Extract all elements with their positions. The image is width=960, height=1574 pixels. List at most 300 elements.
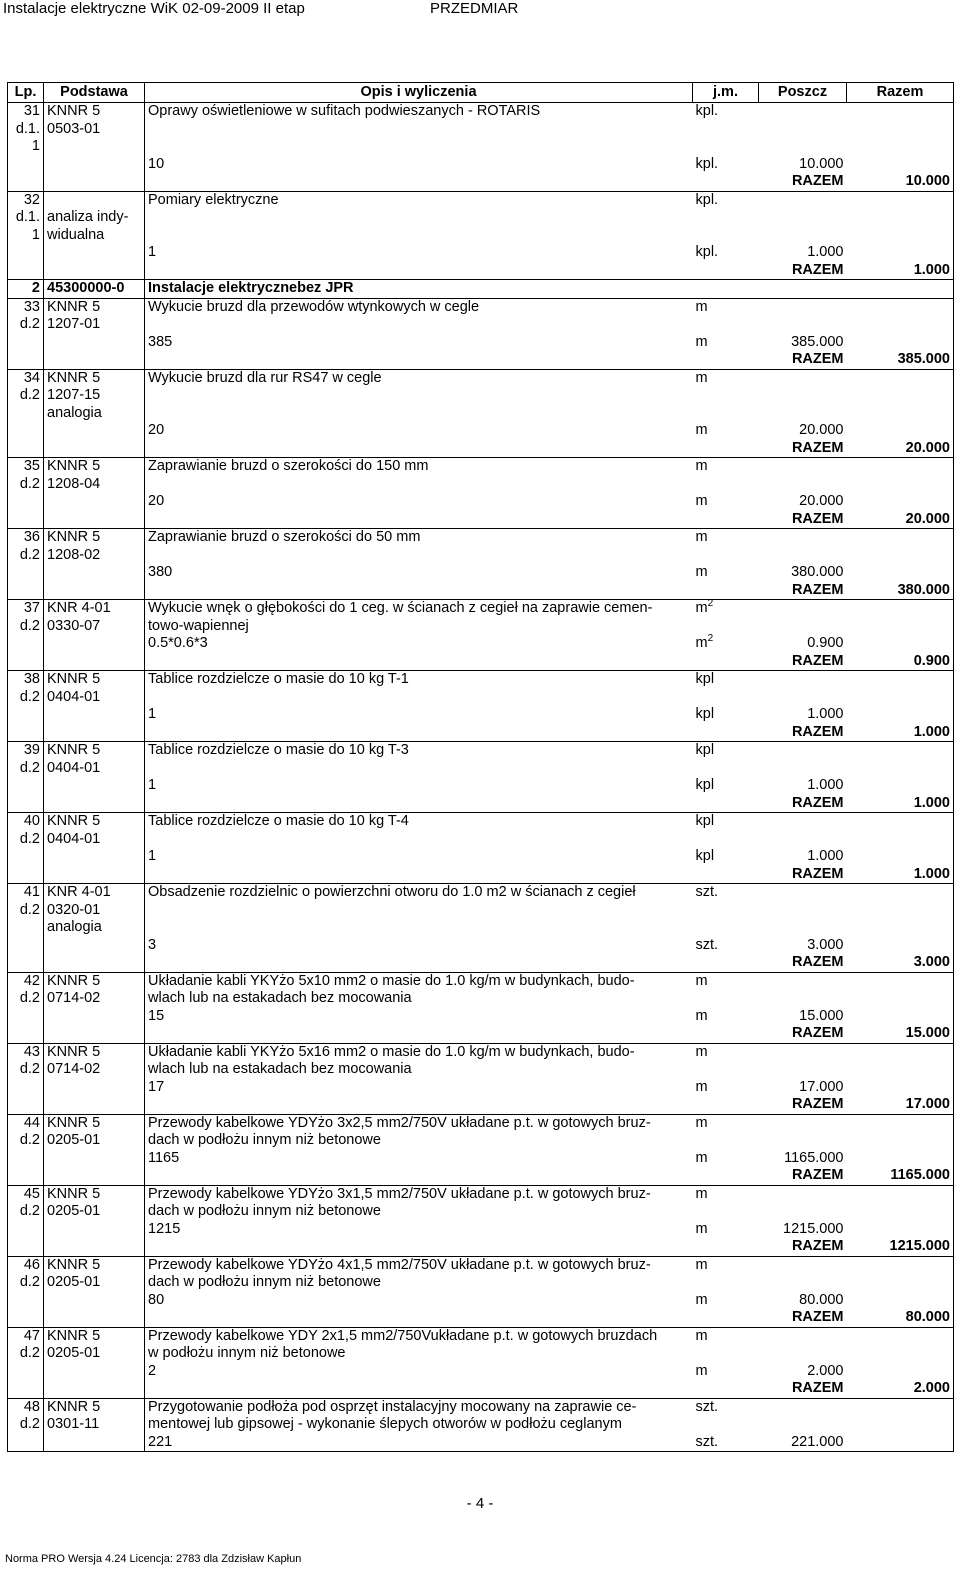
cell-jm: $m^2$ — [695, 633, 714, 651]
table-row — [8, 600, 954, 618]
cell-opis: Wykucie wnęk o głębokości do 1 ceg. w ścianach z cegieł na zaprawie cemen- — [148, 600, 653, 616]
cell-opis: 1215 — [148, 1220, 181, 1237]
cell-opis — [145, 919, 693, 937]
cell-podstawa — [44, 635, 145, 653]
cell-jm: kpl. — [695, 155, 719, 172]
cell-lp — [8, 653, 44, 671]
cell-poszcz — [759, 1398, 847, 1416]
cell-razem — [847, 298, 954, 316]
cell-podstawa — [44, 937, 145, 955]
cell-jm: m — [695, 1114, 708, 1131]
cell-opis: 15 — [148, 1007, 165, 1024]
cell-razem — [847, 902, 954, 920]
cell-opis: 3 — [148, 936, 157, 953]
cell-razem: 3.000 — [847, 954, 954, 972]
cell-poszcz — [759, 972, 847, 990]
cell-podstawa: KNNR 5 — [44, 369, 145, 387]
cell-opis — [145, 405, 693, 423]
cell-opis: w podłożu innym niż betonowe — [148, 1345, 346, 1361]
cell-poszcz — [759, 405, 847, 423]
cell-poszcz: RAZEM — [759, 795, 847, 813]
cell-lp: 42 — [8, 972, 44, 990]
cell-razem — [847, 316, 954, 334]
cell-poszcz: 80.000 — [799, 1291, 844, 1308]
col-header-opis: Opis i wyliczenia — [145, 83, 693, 103]
cell-podstawa — [44, 1150, 145, 1168]
cell-podstawa — [44, 1380, 145, 1398]
cell-jm — [693, 262, 759, 280]
document-header-bar — [0, 0, 960, 18]
cell-jm: kpl — [695, 848, 715, 864]
cell-opis: Obsadzenie rozdzielnic o powierzchni otworu do 1.0 m2 w ścianach z cegieł — [148, 884, 636, 900]
cell-jm — [693, 831, 759, 849]
cell-podstawa — [44, 954, 145, 972]
table-header-row — [8, 83, 954, 103]
cell-podstawa: analogia — [44, 405, 145, 423]
cell-podstawa: KNNR 5 — [44, 972, 145, 990]
cell-jm — [693, 1096, 759, 1114]
cell-poszcz: 221.000 — [759, 1434, 847, 1452]
cell-opis: Tablice rozdzielcze o masie do 10 kg T-4 — [148, 813, 409, 829]
cell-opis: Tablice rozdzielcze o masie do 10 kg T-3 — [148, 742, 409, 758]
cell-jm — [693, 511, 759, 529]
cell-poszcz: RAZEM — [759, 653, 847, 671]
cell-lp — [8, 848, 44, 866]
cell-poszcz: 385.000 — [791, 333, 844, 350]
cell-poszcz: RAZEM — [759, 724, 847, 742]
table-row — [8, 706, 954, 724]
cell-poszcz — [759, 138, 847, 156]
cell-jm — [693, 990, 759, 1008]
cell-podstawa: 0205-01 — [44, 1345, 145, 1363]
cell-lp — [8, 156, 44, 174]
cell-poszcz: RAZEM — [759, 582, 847, 600]
cell-lp — [8, 706, 44, 724]
table-row — [8, 902, 954, 920]
table-row — [8, 511, 954, 529]
cell-poszcz — [759, 760, 847, 778]
cell-lp: 46 — [8, 1256, 44, 1274]
cell-razem — [847, 1008, 954, 1026]
estimate-table-wrapper — [7, 82, 954, 1452]
cell-lp: 48 — [8, 1398, 44, 1416]
cell-razem — [847, 121, 954, 139]
table-row — [8, 1061, 954, 1079]
cell-opis: Układanie kabli YKYżo 5x10 mm2 o masie do 1.0 kg/m w budynkach, budo- — [148, 972, 635, 989]
cell-lp: 2 — [8, 280, 44, 299]
cell-podstawa: 0404-01 — [44, 689, 145, 707]
cell-opis — [145, 547, 693, 565]
cell-jm — [693, 227, 759, 245]
cell-lp — [8, 1221, 44, 1239]
cell-poszcz: RAZEM — [759, 173, 847, 191]
cell-razem — [847, 813, 954, 831]
table-row — [8, 813, 954, 831]
cell-opis: Zaprawianie bruzd o szerokości do 150 mm — [148, 458, 429, 474]
cell-podstawa — [44, 848, 145, 866]
cell-lp: 38 — [8, 671, 44, 689]
cell-razem — [847, 848, 954, 866]
cell-jm — [693, 724, 759, 742]
cell-opis — [145, 351, 693, 369]
cell-lp — [8, 724, 44, 742]
cell-lp — [8, 1363, 44, 1381]
table-row — [8, 351, 954, 369]
cell-opis: 17 — [148, 1078, 165, 1095]
cell-opis — [145, 902, 693, 920]
table-row — [8, 582, 954, 600]
cell-podstawa — [44, 866, 145, 884]
cell-poszcz: 2.000 — [807, 1362, 844, 1379]
table-row — [8, 831, 954, 849]
table-row — [8, 760, 954, 778]
table-row — [8, 972, 954, 990]
cell-poszcz — [759, 919, 847, 937]
cell-opis: 80 — [148, 1291, 165, 1308]
cell-podstawa: KNNR 5 — [44, 1256, 145, 1274]
cell-opis: Przewody kabelkowe YDYżo 3x1,5 mm2/750V układane p.t. w gotowych bruz- — [148, 1185, 651, 1202]
col-header-razem: Razem — [847, 83, 954, 103]
cell-podstawa — [44, 1292, 145, 1310]
cell-opis: Układanie kabli YKYżo 5x16 mm2 o masie do 1.0 kg/m w budynkach, budo- — [148, 1043, 635, 1060]
cell-podstawa: KNNR 5 — [44, 1398, 145, 1416]
cell-lp: d.1. — [8, 209, 44, 227]
cell-lp: d.2 — [8, 316, 44, 334]
table-row — [8, 1185, 954, 1203]
cell-razem — [847, 706, 954, 724]
table-row — [8, 1114, 954, 1132]
table-row — [8, 298, 954, 316]
cell-razem: 1.000 — [847, 262, 954, 280]
table-row — [8, 1203, 954, 1221]
cell-lp — [8, 1025, 44, 1043]
table-row — [8, 440, 954, 458]
cell-razem — [847, 334, 954, 352]
cell-lp — [8, 564, 44, 582]
cell-lp: d.2 — [8, 387, 44, 405]
estimate-table — [7, 82, 954, 1452]
cell-opis: 221 — [145, 1434, 693, 1452]
cell-poszcz — [759, 1327, 847, 1345]
cell-jm: m — [695, 422, 708, 438]
cell-opis — [145, 209, 693, 227]
cell-opis — [145, 440, 693, 458]
cell-podstawa: 1207-01 — [44, 316, 145, 334]
cell-razem: 2.000 — [847, 1380, 954, 1398]
cell-podstawa: KNR 4-01 — [44, 600, 145, 618]
cell-razem — [847, 138, 954, 156]
cell-poszcz: RAZEM — [759, 866, 847, 884]
cell-podstawa: 0404-01 — [44, 831, 145, 849]
cell-lp — [8, 1079, 44, 1097]
cell-razem — [847, 760, 954, 778]
cell-razem — [847, 1079, 954, 1097]
cell-razem — [847, 156, 954, 174]
cell-poszcz: 1.000 — [807, 848, 844, 864]
cell-lp — [8, 582, 44, 600]
cell-podstawa — [44, 262, 145, 280]
cell-razem — [847, 1256, 954, 1274]
cell-lp — [8, 1292, 44, 1310]
cell-razem — [847, 689, 954, 707]
cell-podstawa: 0404-01 — [44, 760, 145, 778]
cell-opis — [145, 173, 693, 191]
cell-lp — [8, 334, 44, 352]
cell-razem — [847, 600, 954, 618]
table-row — [8, 529, 954, 547]
cell-podstawa: KNNR 5 — [44, 458, 145, 476]
cell-razem — [847, 1061, 954, 1079]
cell-jm: szt. — [695, 884, 719, 900]
cell-razem — [847, 529, 954, 547]
cell-podstawa: KNNR 5 — [44, 1185, 145, 1203]
cell-jm: m — [695, 1007, 708, 1024]
cell-lp: 45 — [8, 1185, 44, 1203]
cell-razem — [847, 547, 954, 565]
cell-jm: m — [695, 298, 708, 315]
cell-poszcz: RAZEM — [759, 1309, 847, 1327]
table-row — [8, 742, 954, 760]
cell-poszcz: 1215.000 — [783, 1220, 844, 1237]
cell-poszcz: 1.000 — [807, 706, 844, 722]
cell-lp — [8, 405, 44, 423]
cell-jm — [693, 1345, 759, 1363]
cell-opis: 1165 — [148, 1149, 180, 1166]
cell-opis: 1 — [148, 848, 157, 864]
cell-podstawa — [44, 564, 145, 582]
table-row — [8, 387, 954, 405]
table-row — [8, 1416, 954, 1434]
cell-opis: dach w podłożu innym niż betonowe — [148, 1132, 381, 1148]
table-row — [8, 1150, 954, 1168]
table-row — [8, 724, 954, 742]
cell-lp — [8, 1167, 44, 1185]
cell-razem — [847, 280, 954, 299]
table-row — [8, 689, 954, 707]
table-row — [8, 121, 954, 139]
cell-podstawa: 0320-01 — [44, 902, 145, 920]
cell-razem — [847, 476, 954, 494]
table-row — [8, 671, 954, 689]
cell-opis — [145, 760, 693, 778]
table-body — [8, 103, 954, 1452]
table-row — [8, 937, 954, 955]
cell-lp: d.2 — [8, 902, 44, 920]
cell-razem — [847, 937, 954, 955]
cell-lp: 32 — [8, 191, 44, 209]
cell-lp — [8, 635, 44, 653]
cell-podstawa: KNR 4-01 — [44, 884, 145, 902]
cell-poszcz: RAZEM — [759, 954, 847, 972]
cell-lp: d.2 — [8, 476, 44, 494]
cell-jm: kpl. — [695, 191, 719, 208]
cell-lp: 1 — [8, 138, 44, 156]
cell-opis — [145, 653, 693, 671]
cell-poszcz — [759, 121, 847, 139]
cell-poszcz — [759, 1274, 847, 1292]
cell-poszcz — [759, 742, 847, 760]
cell-podstawa — [44, 440, 145, 458]
cell-jm — [693, 1309, 759, 1327]
cell-razem — [847, 387, 954, 405]
cell-poszcz: 0.900 — [807, 635, 844, 651]
table-row — [8, 1167, 954, 1185]
cell-opis — [145, 724, 693, 742]
table-row — [8, 244, 954, 262]
cell-poszcz — [759, 316, 847, 334]
table-row — [8, 618, 954, 636]
cell-jm — [693, 795, 759, 813]
cell-razem — [847, 227, 954, 245]
cell-podstawa — [44, 511, 145, 529]
cell-podstawa: KNNR 5 — [44, 529, 145, 547]
table-row — [8, 1008, 954, 1026]
cell-razem: 1215.000 — [847, 1238, 954, 1256]
cell-razem — [847, 1327, 954, 1345]
cell-razem — [847, 831, 954, 849]
cell-jm — [693, 1380, 759, 1398]
cell-lp: d.2 — [8, 1203, 44, 1221]
table-row — [8, 280, 954, 299]
cell-podstawa — [44, 1025, 145, 1043]
cell-jm — [693, 387, 759, 405]
table-row — [8, 1096, 954, 1114]
cell-podstawa — [44, 1167, 145, 1185]
cell-razem — [847, 1132, 954, 1150]
cell-lp: 40 — [8, 813, 44, 831]
cell-opis: 0.5*0.6*3 — [148, 635, 208, 651]
cell-lp: d.2 — [8, 990, 44, 1008]
cell-lp — [8, 795, 44, 813]
cell-podstawa — [44, 706, 145, 724]
table-row — [8, 191, 954, 209]
cell-podstawa — [44, 724, 145, 742]
cell-lp — [8, 1096, 44, 1114]
table-row — [8, 1380, 954, 1398]
cell-poszcz: 380.000 — [791, 564, 844, 580]
cell-razem — [847, 1221, 954, 1239]
cell-opis: 1 — [148, 244, 157, 260]
cell-jm — [693, 919, 759, 937]
cell-razem: 17.000 — [847, 1096, 954, 1114]
cell-jm — [693, 1416, 759, 1434]
cell-poszcz — [759, 618, 847, 636]
cell-razem — [847, 990, 954, 1008]
cell-razem — [847, 1416, 954, 1434]
cell-opis — [145, 121, 693, 139]
table-row — [8, 777, 954, 795]
table-row — [8, 476, 954, 494]
cell-opis: dach w podłożu innym niż betonowe — [148, 1274, 381, 1290]
cell-razem: 1.000 — [847, 795, 954, 813]
cell-razem — [847, 1185, 954, 1203]
cell-razem — [847, 103, 954, 121]
cell-podstawa — [44, 422, 145, 440]
table-row — [8, 1043, 954, 1061]
cell-poszcz — [759, 387, 847, 405]
cell-jm: m — [695, 1043, 708, 1060]
cell-razem: 20.000 — [847, 511, 954, 529]
cell-jm — [693, 954, 759, 972]
cell-podstawa: KNNR 5 — [44, 1327, 145, 1345]
cell-poszcz: 1.000 — [807, 777, 844, 793]
cell-lp — [8, 262, 44, 280]
cell-jm: szt. — [693, 1434, 759, 1452]
cell-razem — [847, 919, 954, 937]
cell-jm: m — [695, 369, 708, 386]
table-row — [8, 866, 954, 884]
cell-jm — [693, 1203, 759, 1221]
cell-podstawa: 0301-11 — [44, 1416, 145, 1434]
cell-lp — [8, 440, 44, 458]
cell-opis: 1 — [148, 706, 157, 722]
cell-opis: towo-wapiennej — [148, 617, 249, 634]
cell-lp: 1 — [8, 227, 44, 245]
cell-podstawa: KNNR 5 — [44, 1114, 145, 1132]
cell-opis — [145, 511, 693, 529]
cell-podstawa: 0205-01 — [44, 1132, 145, 1150]
table-row — [8, 564, 954, 582]
cell-opis: 20 — [148, 422, 165, 438]
cell-podstawa — [44, 582, 145, 600]
cell-lp — [8, 1309, 44, 1327]
cell-opis — [145, 831, 693, 849]
table-row — [8, 138, 954, 156]
cell-razem — [847, 1043, 954, 1061]
cell-opis: Przygotowanie podłoża pod osprzęt instalacyjny mocowany na zaprawie ce- — [148, 1398, 637, 1415]
cell-razem — [847, 618, 954, 636]
cell-poszcz — [759, 671, 847, 689]
cell-poszcz: 10.000 — [799, 155, 844, 172]
cell-razem: 0.900 — [847, 653, 954, 671]
cell-opis: 10 — [148, 155, 165, 172]
table-row — [8, 919, 954, 937]
cell-opis — [145, 138, 693, 156]
cell-jm: m — [695, 529, 708, 545]
table-row — [8, 156, 954, 174]
cell-poszcz — [759, 298, 847, 316]
cell-poszcz — [759, 902, 847, 920]
cell-poszcz — [759, 1345, 847, 1363]
cell-razem — [847, 1203, 954, 1221]
table-row — [8, 209, 954, 227]
cell-razem — [847, 369, 954, 387]
cell-podstawa — [44, 1079, 145, 1097]
cell-razem — [847, 1363, 954, 1381]
cell-razem — [847, 422, 954, 440]
table-row — [8, 1398, 954, 1416]
cell-opis: Przewody kabelkowe YDY 2x1,5 mm2/750Vukładane p.t. w gotowych bruzdach — [148, 1327, 658, 1344]
cell-jm — [693, 866, 759, 884]
cell-podstawa — [44, 795, 145, 813]
cell-poszcz: RAZEM — [759, 351, 847, 369]
cell-lp: d.2 — [8, 1132, 44, 1150]
cell-poszcz — [759, 1203, 847, 1221]
cell-jm: m — [695, 333, 708, 350]
table-row — [8, 990, 954, 1008]
cell-opis: 385 — [148, 333, 173, 350]
cell-opis: Oprawy oświetleniowe w sufitach podwieszanych - ROTARIS — [148, 103, 541, 119]
cell-poszcz — [759, 458, 847, 476]
cell-opis — [145, 582, 693, 600]
table-row — [8, 635, 954, 653]
cell-lp — [8, 493, 44, 511]
cell-poszcz — [759, 813, 847, 831]
cell-lp — [8, 777, 44, 795]
cell-poszcz — [759, 209, 847, 227]
cell-opis: 1 — [148, 777, 157, 793]
cell-jm: m — [695, 564, 708, 580]
